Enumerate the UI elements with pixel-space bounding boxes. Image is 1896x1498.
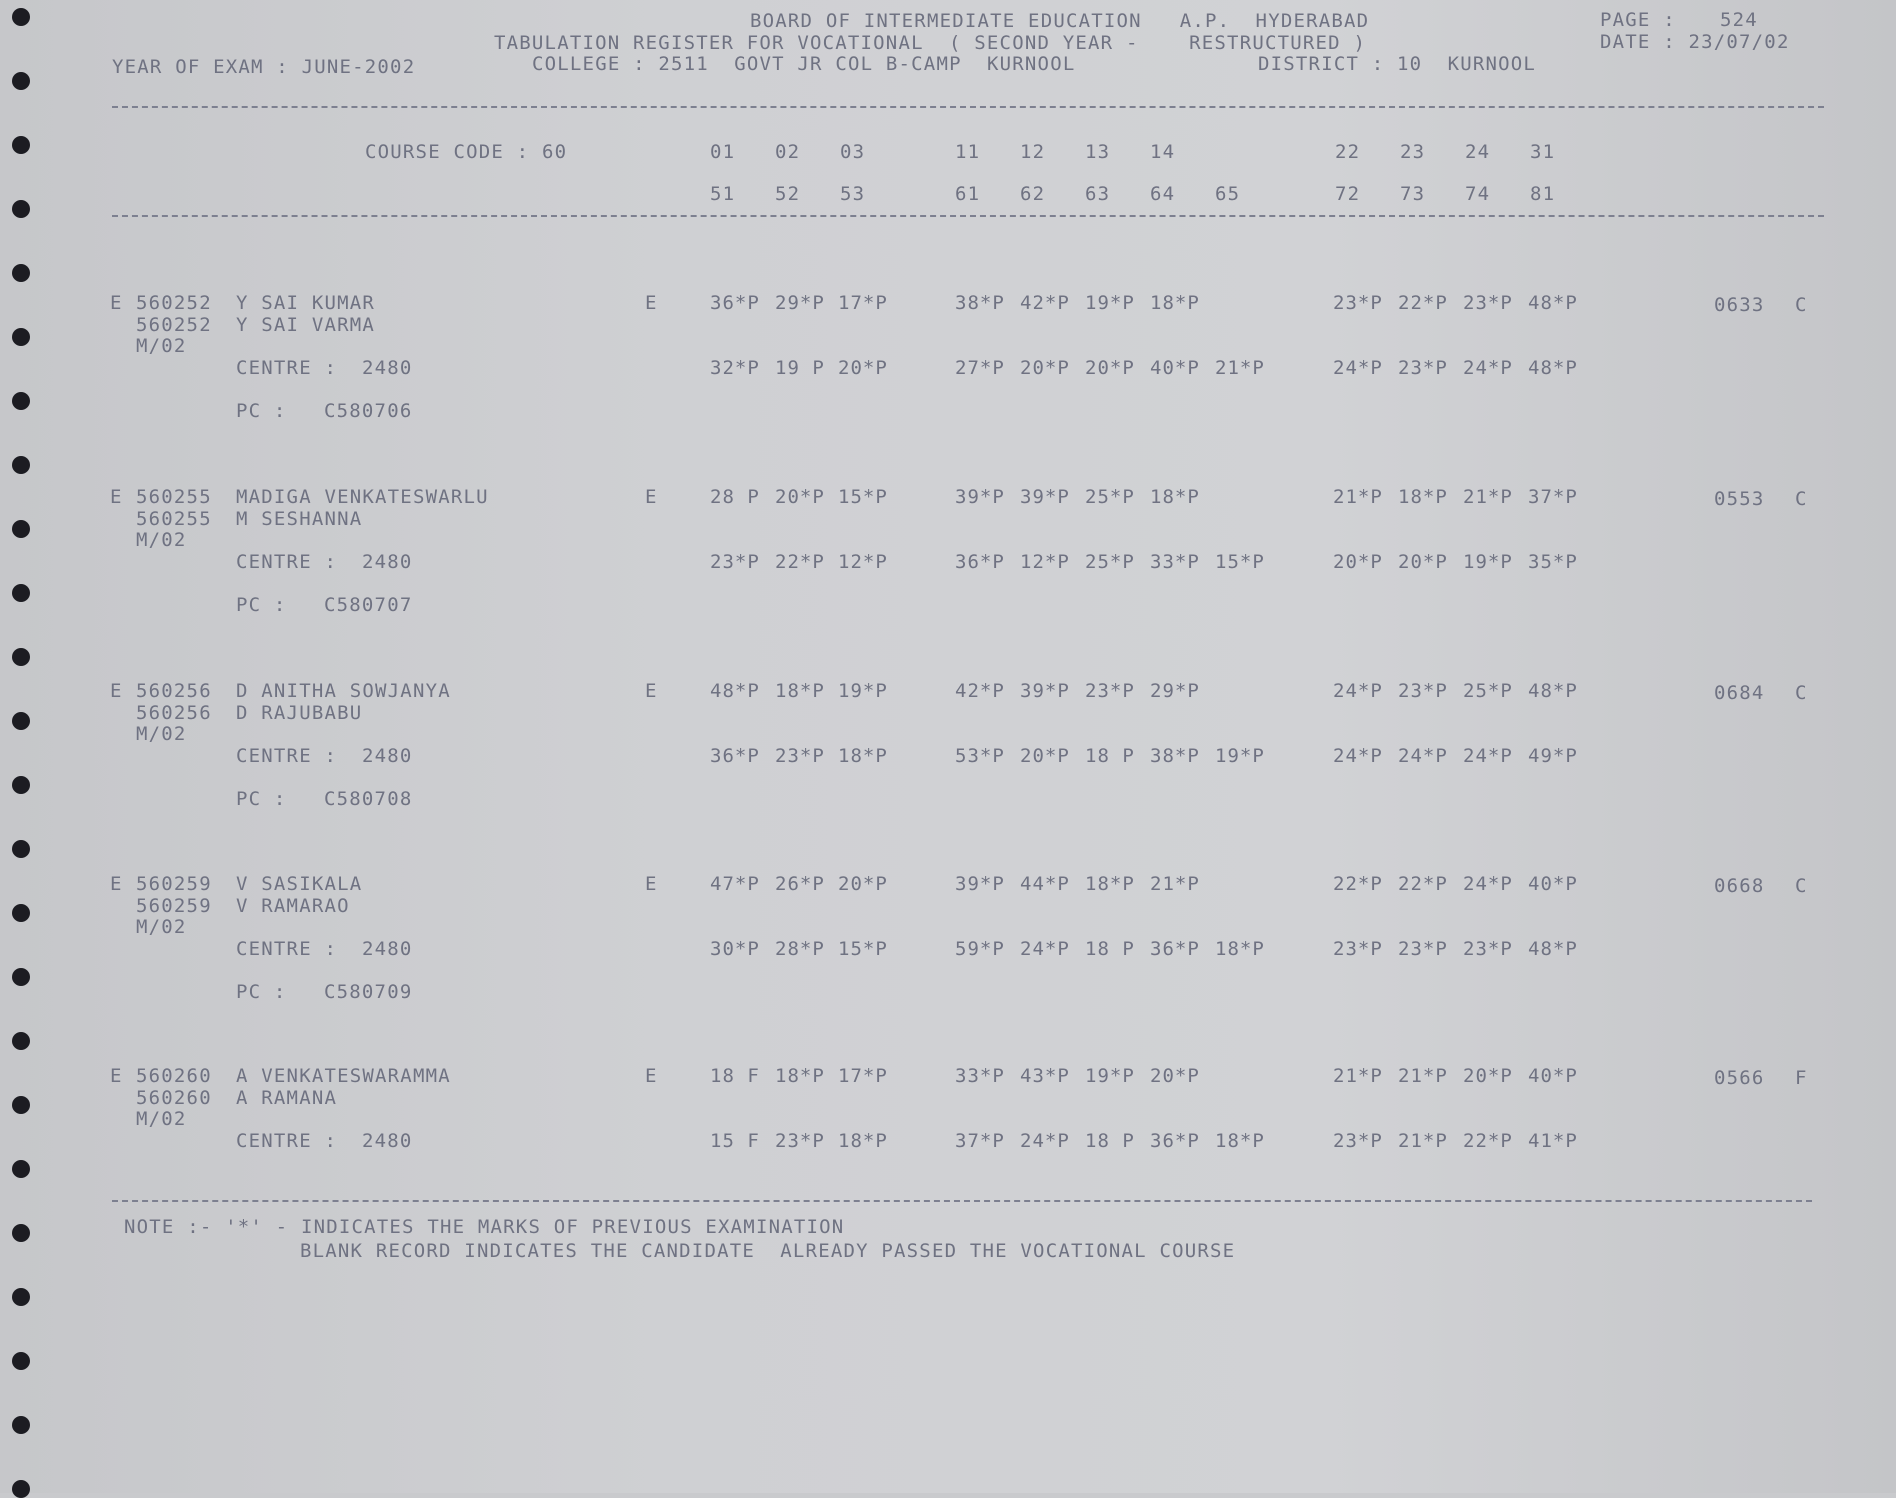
mark-cell: 38*P <box>955 292 1005 314</box>
mark-cell: 18*P <box>1085 873 1135 895</box>
mark-cell: 22*P <box>1398 292 1448 314</box>
total-marks: 0668 <box>1714 875 1765 897</box>
mark-cell: 23*P <box>1085 680 1135 702</box>
mark-cell: 40*P <box>1150 357 1200 379</box>
course-code: 11 <box>955 141 981 163</box>
mark-cell: 23*P <box>1463 292 1513 314</box>
mark-cell: 24*P <box>1020 1130 1070 1152</box>
binder-hole <box>12 520 30 538</box>
mark-cell: 48*P <box>710 680 760 702</box>
print-date: DATE : 23/07/02 <box>1600 31 1790 53</box>
mark-cell: 49*P <box>1528 745 1578 767</box>
course-code: 23 <box>1400 141 1426 163</box>
course-code: 31 <box>1530 141 1556 163</box>
mark-cell: 23*P <box>1398 357 1448 379</box>
mark-cell: 12*P <box>1020 551 1070 573</box>
mark-cell: 22*P <box>1463 1130 1513 1152</box>
mark-cell: 25*P <box>1463 680 1513 702</box>
college-line: COLLEGE : 2511 GOVT JR COL B-CAMP KURNOOL <box>532 53 1076 75</box>
mark-cell: 18*P <box>1215 1130 1265 1152</box>
binder-hole <box>12 328 30 346</box>
mark-cell: 15*P <box>838 938 888 960</box>
mark-cell: 25*P <box>1085 551 1135 573</box>
mark-cell: 23*P <box>775 1130 825 1152</box>
course-code: 51 <box>710 183 736 205</box>
mark-cell: 48*P <box>1528 938 1578 960</box>
binder-hole <box>12 712 30 730</box>
mark-cell: 24*P <box>1333 680 1383 702</box>
mark-cell: 39*P <box>1020 680 1070 702</box>
pc-number: C580706 <box>324 400 413 422</box>
mark-cell: 15 F <box>710 1130 760 1152</box>
exam-session: M/02 <box>136 723 187 745</box>
mark-cell: 24*P <box>1020 938 1070 960</box>
register-number: 560259 <box>136 895 212 917</box>
course-code-label: COURSE CODE : 60 <box>365 141 568 163</box>
mark-cell: 48*P <box>1528 357 1578 379</box>
mark-cell: 20*P <box>1150 1065 1200 1087</box>
mark-cell: 23*P <box>1333 938 1383 960</box>
centre-code: 2480 <box>362 551 413 573</box>
record-prefix: E <box>110 680 123 702</box>
mark-cell: 18*P <box>1398 486 1448 508</box>
medium-code: E <box>645 873 658 895</box>
course-code: 53 <box>840 183 866 205</box>
mark-cell: 47*P <box>710 873 760 895</box>
mark-cell: 36*P <box>710 745 760 767</box>
mark-cell: 23*P <box>1333 292 1383 314</box>
mark-cell: 44*P <box>1020 873 1070 895</box>
centre-code: 2480 <box>362 938 413 960</box>
mark-cell: 18*P <box>775 1065 825 1087</box>
result-code: C <box>1795 682 1808 704</box>
centre-label: CENTRE : <box>236 745 338 767</box>
mark-cell: 20*P <box>1333 551 1383 573</box>
mark-cell: 21*P <box>1333 1065 1383 1087</box>
total-marks: 0566 <box>1714 1067 1765 1089</box>
mark-cell: 40*P <box>1528 1065 1578 1087</box>
total-marks: 0553 <box>1714 488 1765 510</box>
course-code: 65 <box>1215 183 1241 205</box>
course-code: 13 <box>1085 141 1111 163</box>
mark-cell: 23*P <box>1398 938 1448 960</box>
mark-cell: 23*P <box>1398 680 1448 702</box>
mark-cell: 18 P <box>1085 745 1135 767</box>
hall-ticket-number: 560259 <box>136 873 212 895</box>
candidate-name: MADIGA VENKATESWARLU <box>236 486 489 508</box>
pc-number: C580707 <box>324 594 413 616</box>
centre-label: CENTRE : <box>236 357 338 379</box>
mark-cell: 25*P <box>1085 486 1135 508</box>
mark-cell: 15*P <box>838 486 888 508</box>
mark-cell: 41*P <box>1528 1130 1578 1152</box>
parent-name: Y SAI VARMA <box>236 314 376 336</box>
record-prefix: E <box>110 873 123 895</box>
mark-cell: 23*P <box>710 551 760 573</box>
binder-hole <box>12 8 30 26</box>
mark-cell: 48*P <box>1528 680 1578 702</box>
divider-bottom <box>112 1200 1812 1202</box>
mark-cell: 20*P <box>838 357 888 379</box>
mark-cell: 38*P <box>1150 745 1200 767</box>
course-code: 72 <box>1335 183 1361 205</box>
candidate-name: A VENKATESWARAMMA <box>236 1065 451 1087</box>
record-prefix: E <box>110 486 123 508</box>
course-code: 73 <box>1400 183 1426 205</box>
mark-cell: 19*P <box>1085 1065 1135 1087</box>
mark-cell: 18*P <box>838 745 888 767</box>
mark-cell: 24*P <box>1398 745 1448 767</box>
binder-hole <box>12 904 30 922</box>
mark-cell: 28 P <box>710 486 760 508</box>
mark-cell: 36*P <box>1150 938 1200 960</box>
mark-cell: 37*P <box>955 1130 1005 1152</box>
mark-cell: 19*P <box>1463 551 1513 573</box>
binder-hole <box>12 1288 30 1306</box>
mark-cell: 42*P <box>955 680 1005 702</box>
mark-cell: 40*P <box>1528 873 1578 895</box>
course-code: 61 <box>955 183 981 205</box>
note-line-1: NOTE :- '*' - INDICATES THE MARKS OF PREVIOUS EXAMINATION <box>124 1216 845 1238</box>
pc-label: PC : <box>236 788 287 810</box>
register-number: 560255 <box>136 508 212 530</box>
binder-hole <box>12 648 30 666</box>
course-code: 62 <box>1020 183 1046 205</box>
register-title: TABULATION REGISTER FOR VOCATIONAL ( SECOND YEAR - RESTRUCTURED ) <box>494 32 1367 54</box>
parent-name: A RAMANA <box>236 1087 338 1109</box>
page-number: 524 <box>1720 9 1758 31</box>
binder-hole <box>12 1160 30 1178</box>
hall-ticket-number: 560260 <box>136 1065 212 1087</box>
page-label: PAGE : <box>1600 9 1676 31</box>
result-code: C <box>1795 875 1808 897</box>
mark-cell: 12*P <box>838 551 888 573</box>
centre-code: 2480 <box>362 1130 413 1152</box>
binder-hole <box>12 1096 30 1114</box>
binder-hole <box>12 72 30 90</box>
binder-hole <box>12 1352 30 1370</box>
mark-cell: 21*P <box>1398 1130 1448 1152</box>
binder-hole <box>12 136 30 154</box>
pc-number: C580709 <box>324 981 413 1003</box>
mark-cell: 15*P <box>1215 551 1265 573</box>
total-marks: 0633 <box>1714 294 1765 316</box>
mark-cell: 36*P <box>1150 1130 1200 1152</box>
mark-cell: 23*P <box>1333 1130 1383 1152</box>
result-code: C <box>1795 294 1808 316</box>
mark-cell: 32*P <box>710 357 760 379</box>
medium-code: E <box>645 680 658 702</box>
candidate-name: V SASIKALA <box>236 873 363 895</box>
course-code: 14 <box>1150 141 1176 163</box>
mark-cell: 39*P <box>955 486 1005 508</box>
mark-cell: 39*P <box>955 873 1005 895</box>
mark-cell: 29*P <box>775 292 825 314</box>
mark-cell: 21*P <box>1215 357 1265 379</box>
note-line-2: BLANK RECORD INDICATES THE CANDIDATE ALREADY PASSED THE VOCATIONAL COURSE <box>300 1240 1236 1262</box>
mark-cell: 20*P <box>775 486 825 508</box>
mark-cell: 24*P <box>1463 357 1513 379</box>
result-code: C <box>1795 488 1808 510</box>
binder-hole <box>12 1480 30 1498</box>
mark-cell: 18*P <box>1150 292 1200 314</box>
mark-cell: 22*P <box>775 551 825 573</box>
mark-cell: 19 P <box>775 357 825 379</box>
exam-session: M/02 <box>136 335 187 357</box>
course-code: 64 <box>1150 183 1176 205</box>
exam-session: M/02 <box>136 1108 187 1130</box>
course-code: 74 <box>1465 183 1491 205</box>
mark-cell: 42*P <box>1020 292 1070 314</box>
exam-session: M/02 <box>136 529 187 551</box>
mark-cell: 18 P <box>1085 938 1135 960</box>
parent-name: V RAMARAO <box>236 895 350 917</box>
exam-session: M/02 <box>136 916 187 938</box>
divider-top <box>112 106 1824 108</box>
pc-label: PC : <box>236 400 287 422</box>
mark-cell: 18 P <box>1085 1130 1135 1152</box>
binder-hole <box>12 584 30 602</box>
pc-label: PC : <box>236 981 287 1003</box>
mark-cell: 36*P <box>955 551 1005 573</box>
centre-code: 2480 <box>362 357 413 379</box>
mark-cell: 28*P <box>775 938 825 960</box>
mark-cell: 18*P <box>1150 486 1200 508</box>
mark-cell: 36*P <box>710 292 760 314</box>
mark-cell: 24*P <box>1463 873 1513 895</box>
mark-cell: 33*P <box>1150 551 1200 573</box>
mark-cell: 19*P <box>1085 292 1135 314</box>
mark-cell: 22*P <box>1333 873 1383 895</box>
mark-cell: 23*P <box>775 745 825 767</box>
course-code: 12 <box>1020 141 1046 163</box>
mark-cell: 17*P <box>838 292 888 314</box>
medium-code: E <box>645 486 658 508</box>
course-code: 63 <box>1085 183 1111 205</box>
binder-hole <box>12 200 30 218</box>
centre-code: 2480 <box>362 745 413 767</box>
mark-cell: 29*P <box>1150 680 1200 702</box>
binder-hole <box>12 1032 30 1050</box>
mark-cell: 30*P <box>710 938 760 960</box>
register-number: 560252 <box>136 314 212 336</box>
mark-cell: 19*P <box>838 680 888 702</box>
candidate-name: Y SAI KUMAR <box>236 292 376 314</box>
mark-cell: 59*P <box>955 938 1005 960</box>
centre-label: CENTRE : <box>236 938 338 960</box>
total-marks: 0684 <box>1714 682 1765 704</box>
centre-label: CENTRE : <box>236 551 338 573</box>
mark-cell: 19*P <box>1215 745 1265 767</box>
mark-cell: 53*P <box>955 745 1005 767</box>
mark-cell: 37*P <box>1528 486 1578 508</box>
binder-hole <box>12 840 30 858</box>
mark-cell: 18 F <box>710 1065 760 1087</box>
binder-hole <box>12 1224 30 1242</box>
mark-cell: 39*P <box>1020 486 1070 508</box>
binder-hole <box>12 456 30 474</box>
course-code: 24 <box>1465 141 1491 163</box>
mark-cell: 18*P <box>775 680 825 702</box>
mark-cell: 20*P <box>838 873 888 895</box>
course-code: 81 <box>1530 183 1556 205</box>
register-number: 560260 <box>136 1087 212 1109</box>
hall-ticket-number: 560255 <box>136 486 212 508</box>
course-code: 01 <box>710 141 736 163</box>
board-title: BOARD OF INTERMEDIATE EDUCATION A.P. HYDERABAD <box>750 10 1370 32</box>
mark-cell: 18*P <box>838 1130 888 1152</box>
binder-hole <box>12 264 30 282</box>
hall-ticket-number: 560256 <box>136 680 212 702</box>
medium-code: E <box>645 292 658 314</box>
mark-cell: 20*P <box>1463 1065 1513 1087</box>
mark-cell: 18*P <box>1215 938 1265 960</box>
course-code: 02 <box>775 141 801 163</box>
mark-cell: 21*P <box>1333 486 1383 508</box>
binder-hole <box>12 968 30 986</box>
mark-cell: 24*P <box>1333 745 1383 767</box>
course-code: 03 <box>840 141 866 163</box>
mark-cell: 24*P <box>1463 745 1513 767</box>
mark-cell: 21*P <box>1398 1065 1448 1087</box>
district-line: DISTRICT : 10 KURNOOL <box>1258 53 1537 75</box>
mark-cell: 23*P <box>1463 938 1513 960</box>
mark-cell: 22*P <box>1398 873 1448 895</box>
binder-hole <box>12 392 30 410</box>
mark-cell: 48*P <box>1528 292 1578 314</box>
mark-cell: 20*P <box>1020 745 1070 767</box>
candidate-name: D ANITHA SOWJANYA <box>236 680 451 702</box>
mark-cell: 20*P <box>1398 551 1448 573</box>
mark-cell: 27*P <box>955 357 1005 379</box>
mark-cell: 21*P <box>1150 873 1200 895</box>
mark-cell: 33*P <box>955 1065 1005 1087</box>
centre-label: CENTRE : <box>236 1130 338 1152</box>
mark-cell: 20*P <box>1085 357 1135 379</box>
course-code: 52 <box>775 183 801 205</box>
binder-hole <box>12 1416 30 1434</box>
year-of-exam: YEAR OF EXAM : JUNE-2002 <box>112 56 416 78</box>
mark-cell: 26*P <box>775 873 825 895</box>
parent-name: D RAJUBABU <box>236 702 363 724</box>
mark-cell: 17*P <box>838 1065 888 1087</box>
hall-ticket-number: 560252 <box>136 292 212 314</box>
course-code: 22 <box>1335 141 1361 163</box>
medium-code: E <box>645 1065 658 1087</box>
record-prefix: E <box>110 292 123 314</box>
mark-cell: 20*P <box>1020 357 1070 379</box>
parent-name: M SESHANNA <box>236 508 363 530</box>
divider-course <box>112 215 1824 217</box>
mark-cell: 43*P <box>1020 1065 1070 1087</box>
mark-cell: 21*P <box>1463 486 1513 508</box>
pc-label: PC : <box>236 594 287 616</box>
mark-cell: 35*P <box>1528 551 1578 573</box>
mark-cell: 24*P <box>1333 357 1383 379</box>
binder-hole <box>12 776 30 794</box>
record-prefix: E <box>110 1065 123 1087</box>
register-number: 560256 <box>136 702 212 724</box>
result-code: F <box>1795 1067 1808 1089</box>
pc-number: C580708 <box>324 788 413 810</box>
